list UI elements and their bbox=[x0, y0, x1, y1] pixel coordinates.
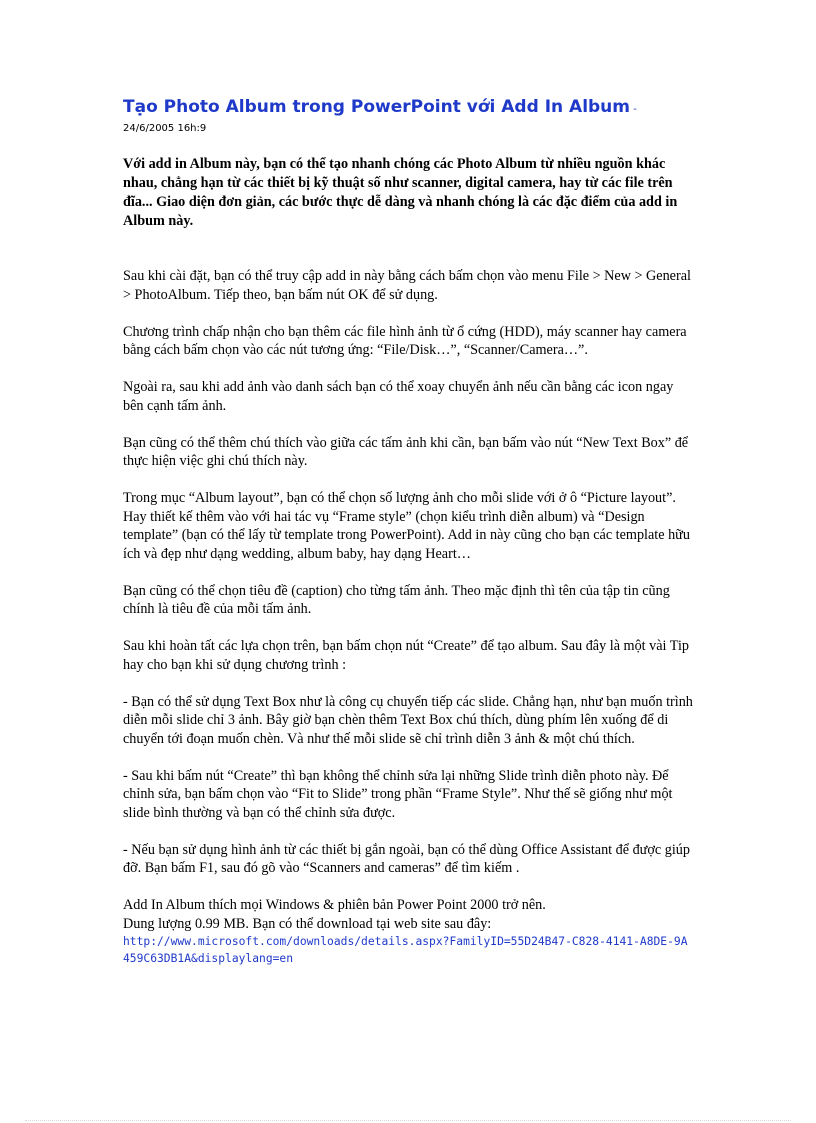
closing-line-download: Dung lượng 0.99 MB. Bạn có thể download tại web site sau đây: bbox=[123, 915, 492, 932]
closing-line-compatibility: Add In Album thích mọi Windows & phiên bản Power Point 2000 trở nên. bbox=[123, 897, 546, 913]
paragraph: Chương trình chấp nhận cho bạn thêm các file hình ảnh từ ổ cứng (HDD), máy scanner hay camera bằng cách bấm chọn vào các nút tương ứng: “File/Disk…”, “Scanner/Camera…”. bbox=[123, 323, 687, 358]
paragraph: - Bạn có thể sử dụng Text Box như là công cụ chuyển tiếp các slide. Chẳng hạn, như bạn muốn trình diễn mỗi slide chỉ 3 ảnh. Bây giờ bạn chèn thêm Text Box chú thích, dùng phím lên xuống để di chuyển tới đoạn muốn chèn. Và như thế mỗi slide sẽ chỉ trình diễn 3 ảnh & một chú thích. bbox=[123, 693, 693, 747]
article-date: 24/6/2005 16h:9 bbox=[123, 123, 207, 134]
paragraph: - Sau khi bấm nút “Create” thì bạn không thể chỉnh sửa lại những Slide trình diễn photo này. Để chỉnh sửa, bạn bấm chọn vào “Fit to Slide” trong phần “Frame Style”. Như thế sẽ giống như một slide bình thường và bạn có thể chỉnh sửa được. bbox=[123, 767, 673, 821]
paragraph: Bạn cũng có thể thêm chú thích vào giữa các tấm ảnh khi cần, bạn bấm vào nút “New Text Box” để thực hiện việc ghi chú thích này. bbox=[123, 434, 689, 469]
paragraph: Sau khi cài đặt, bạn có thể truy cập add in này bằng cách bấm chọn vào menu File > New > General > PhotoAlbum. Tiếp theo, bạn bấm nút OK để sử dụng. bbox=[123, 268, 691, 303]
article bbox=[123, 96, 693, 967]
paragraph: Ngoài ra, sau khi add ảnh vào danh sách bạn có thể xoay chuyển ảnh nếu cần bằng các icon ngay bên cạnh tấm ảnh. bbox=[123, 379, 674, 414]
page-bottom-divider bbox=[25, 1120, 791, 1121]
article-body bbox=[123, 267, 693, 967]
article-title-text: Tạo Photo Album trong PowerPoint với Add In Album bbox=[123, 97, 631, 117]
paragraph: Trong mục “Album layout”, bạn có thể chọn số lượng ảnh cho mỗi slide với ở ô “Picture layout”. Hay thiết kế thêm vào với hai tác vụ “Frame style” (chọn kiểu trình diễn album) và “Design template” (bạn có thể lấy từ template trong PowerPoint). Add in này cũng cho bạn các template hữu ích và đẹp như dạng wedding, album baby, hay dạng Heart… bbox=[123, 490, 690, 562]
article-intro: Với add in Album này, bạn có thể tạo nhanh chóng các Photo Album từ nhiều nguồn khác nhau, chẳng hạn từ các thiết bị kỹ thuật số như scanner, digital camera, hay từ các file trên đĩa... Giao diện đơn giản, các bước thực dễ dàng và nhanh chóng là các đặc điểm của add in Album này. bbox=[123, 156, 678, 229]
article-title bbox=[123, 96, 693, 121]
paragraph: Bạn cũng có thể chọn tiêu đề (caption) cho từng tấm ảnh. Theo mặc định thì tên của tập tin cũng chính là tiêu đề của mỗi tấm ảnh. bbox=[123, 582, 670, 617]
paragraph: - Nếu bạn sử dụng hình ảnh từ các thiết bị gắn ngoài, bạn có thể dùng Office Assistant để được giúp đỡ. Bạn bấm F1, sau đó gõ vào “Scanners and cameras” để tìm kiếm . bbox=[123, 841, 690, 876]
download-link[interactable]: http://www.microsoft.com/downloads/details.aspx?FamilyID=55D24B47-C828-4141-A8DE-9A459C63DB1A&displaylang=en bbox=[123, 935, 688, 965]
article-title-suffix: - bbox=[630, 104, 637, 115]
paragraph: Sau khi hoàn tất các lựa chọn trên, bạn bấm chọn nút “Create” để tạo album. Sau đây là một vài Tip hay cho bạn khi sử dụng chương trình : bbox=[123, 638, 689, 673]
